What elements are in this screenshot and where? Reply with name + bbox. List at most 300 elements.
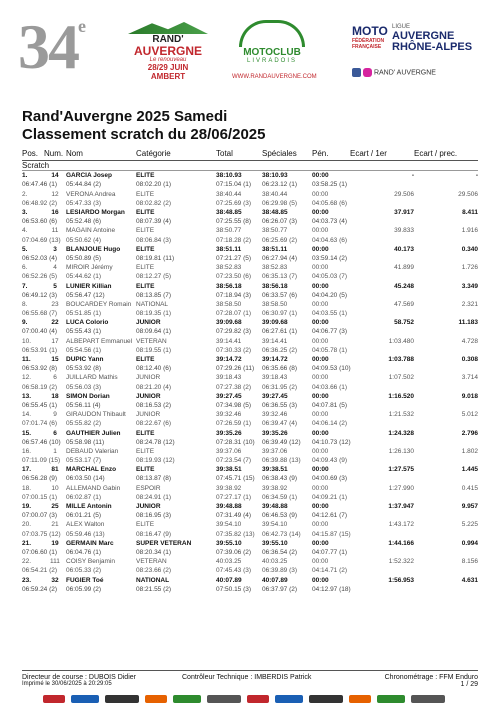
cell-pos: 11. [22,356,31,364]
cell-ep: 11.183 [458,319,478,327]
splits-row [22,474,478,483]
split-time: 05:47.33 (3) [66,199,102,207]
split-time: 06:42.73 (14) [262,530,301,538]
result-row [22,520,478,529]
result-row [22,190,478,199]
cell-name: FUGIER Toé [66,576,104,584]
cell-ep: 3.349 [461,282,478,290]
split-time: 06:26.07 (3) [262,218,298,226]
result-row [22,465,478,474]
split-time: 04:12.61 (7) [312,512,348,520]
cell-spec: 39:14.41 [262,337,288,345]
split-time: 06:23.12 (1) [262,181,298,189]
cell-name: DEBAUD Valerian [66,447,119,455]
cell-name: DUPIC Yann [66,356,104,364]
split-time: 08:09.64 (1) [136,328,172,336]
cell-cat: ELITE [136,245,155,253]
cell-pen: 00:00 [312,521,329,529]
cell-pen: 00:00 [312,227,329,235]
split-time: 06:35.66 (8) [262,365,298,373]
splits-row [22,401,478,410]
splits-row [22,585,478,594]
split-time: 07:35.82 (13) [216,530,255,538]
split-time: 06:59.24 (2) [22,585,58,593]
facebook-icon [352,68,361,77]
split-time: 07:15.04 (1) [216,181,252,189]
split-time: 06:57.46 (10) [22,438,61,446]
cell-e1: 45.248 [394,282,414,290]
cell-e1: 1:27.575 [388,466,414,474]
split-time: 08:16.95 (3) [136,512,172,520]
cell-name: BLANJOUE Hugo [66,245,121,253]
club-website: WWW.RANDAUVERGNE.COM [232,74,317,80]
split-time: 04:09.43 (9) [312,457,348,465]
cell-pen: 00:00 [312,337,329,345]
cell-cat: VETERAN [136,558,167,566]
splits-row [22,346,478,355]
cell-num: 6 [53,429,57,437]
split-time: 04:12.97 (18) [312,585,351,593]
split-time: 04:09.21 (1) [312,493,348,501]
col-total: Total [216,146,262,161]
result-row [22,300,478,309]
cell-e1: 1:03.480 [388,337,414,345]
split-time: 06:05.99 (2) [66,585,102,593]
cell-ep: 0.415 [461,484,478,492]
split-time: 08:06.84 (3) [136,236,172,244]
cell-ep: 8.411 [462,209,478,217]
sponsor-logo [377,695,405,703]
cell-ep: 5.012 [461,411,478,419]
split-time: 08:19.93 (12) [136,457,175,465]
cell-cat: ELITE [136,282,155,290]
cell-num: 5 [53,282,57,290]
cell-spec: 38:50.77 [262,227,288,235]
splits-row [22,493,478,502]
result-row [22,245,478,254]
cell-spec: 39:09.68 [262,319,288,327]
cell-ep: 4.728 [461,337,478,345]
split-time: 06:30.97 (1) [262,310,298,318]
cell-num: 6 [53,374,57,382]
split-time: 07:06.60 (1) [22,548,58,556]
split-time: 05:44.62 (1) [66,273,102,281]
cell-e1: 1:56.953 [388,576,414,584]
cell-spec: 38:51.11 [262,245,288,253]
cell-e1: 1:44.166 [388,539,414,547]
split-time: 05:58.98 (11) [66,438,105,446]
cell-name: LUCA Colorio [66,319,109,327]
cell-pen: 00:00 [312,374,329,382]
cell-cat: NATIONAL [136,300,169,308]
split-time: 07:00.07 (3) [22,512,58,520]
cell-e1: 1:52.322 [388,558,414,566]
split-time: 05:56.03 (3) [66,383,102,391]
split-time: 05:56.47 (12) [66,291,105,299]
cell-total: 39:54.10 [216,521,242,529]
cell-pen: 00:00 [312,484,329,492]
cell-spec: 39:55.10 [262,539,288,547]
split-time: 08:13.85 (7) [136,291,172,299]
cell-spec: 39:48.88 [262,503,288,511]
split-time: 07:29.26 (11) [216,365,255,373]
split-time: 04:05.03 (7) [312,273,348,281]
split-time: 04:06.77 (3) [312,328,348,336]
cell-name: MILLE Antonin [66,503,112,511]
cell-name: LUNIER Killian [66,282,112,290]
cell-name: VERONA Andrea [66,190,116,198]
split-time: 04:00.69 (3) [312,475,348,483]
col-penalty: Pén. [312,146,350,161]
cell-name: MAGAIN Antoine [66,227,116,235]
cell-ep: 8.156 [461,558,478,566]
cell-total: 39:38.92 [216,484,242,492]
cell-num: 3 [53,245,57,253]
cell-num: 16 [51,209,59,217]
result-row [22,373,478,382]
cell-spec: 39:32.46 [262,411,288,419]
cell-spec: 39:35.26 [262,429,288,437]
split-time: 06:58.19 (2) [22,383,58,391]
sponsor-logo [411,695,445,703]
cell-pen: 00:00 [312,245,329,253]
cell-name: BOUCARDEY Romain [66,300,132,308]
cell-ep: 3.714 [461,374,478,382]
split-time: 08:24.91 (1) [136,493,172,501]
split-time: 06:35.13 (7) [262,273,298,281]
result-row [22,263,478,272]
sponsor-logo [309,695,343,703]
split-time: 06:53.92 (8) [22,365,58,373]
cell-total: 40:07.89 [216,576,242,584]
cell-e1: 39.833 [394,227,414,235]
split-time: 07:39.06 (2) [216,548,252,556]
cell-total: 38:50.77 [216,227,242,235]
cell-name: GAUTHIER Julien [66,429,121,437]
split-time: 07:00.40 (4) [22,328,58,336]
split-time: 05:44.84 (2) [66,181,102,189]
cell-name: GIRAUDON Thibault [66,411,126,419]
cell-spec: 39:37.06 [262,447,288,455]
col-gap-first: Ecart / 1er [350,146,414,161]
split-time: 06:29.98 (5) [262,199,298,207]
club-arc-icon [239,20,305,47]
split-time: 04:03.55 (1) [312,310,348,318]
split-time: 06:39.47 (4) [262,420,298,428]
split-time: 04:09.53 (10) [312,365,351,373]
cell-ep: 2.321 [461,300,478,308]
cell-cat: ELITE [136,356,155,364]
cell-num: 9 [53,411,57,419]
cell-cat: JUNIOR [136,392,161,400]
splits-row [22,383,478,392]
split-time: 06:53.91 (1) [22,346,58,354]
split-time: 06:46.53 (9) [262,512,298,520]
split-time: 06:36.54 (2) [262,548,298,556]
cell-cat: ELITE [136,466,155,474]
cell-total: 39:35.26 [216,429,242,437]
split-time: 07:03.75 (12) [22,530,61,538]
split-time: 06:25.69 (2) [262,236,298,244]
split-time: 06:03.50 (14) [66,475,105,483]
split-time: 08:22.67 (6) [136,420,172,428]
sponsor-logo [105,695,139,703]
cell-pen: 00:00 [312,282,329,290]
cell-cat: ELITE [136,447,155,455]
cell-cat: JUNIOR [136,503,161,511]
splits-row [22,566,478,575]
cell-pen: 00:00 [312,558,329,566]
split-time: 05:59.46 (13) [66,530,105,538]
split-time: 05:53.17 (7) [66,457,102,465]
cell-total: 38:58.50 [216,300,242,308]
split-time: 07:28.07 (1) [216,310,252,318]
result-row [22,318,478,327]
splits-row [22,254,478,263]
cell-e1: - [411,172,414,180]
cell-cat: ELITE [136,227,155,235]
cell-cat: JUNIOR [136,411,161,419]
cell-total: 39:32.46 [216,411,242,419]
cell-total: 38:48.85 [216,209,242,217]
cell-pos: 2. [22,190,28,198]
split-time: 06:56.28 (9) [22,475,58,483]
split-time: 08:19.81 (11) [136,254,175,262]
cell-ep: 0.340 [461,245,478,253]
cell-num: 10 [51,484,59,492]
cell-pen: 00:00 [312,576,329,584]
cell-name: ALEX Walton [66,521,105,529]
cell-num: 32 [51,576,59,584]
split-time: 06:27.61 (1) [262,328,298,336]
cell-num: 81 [51,466,59,474]
split-time: 08:24.78 (12) [136,438,175,446]
sponsor-logo [43,695,65,703]
cell-pen: 00:00 [312,190,329,198]
cell-ep: 5.225 [461,521,478,529]
col-category: Catégorie [136,146,216,161]
cell-pos: 10. [22,337,32,345]
split-time: 03:59.14 (2) [312,254,348,262]
cell-pen: 00:00 [312,411,329,419]
cell-e1: 40.173 [394,245,414,253]
split-time: 06:04.76 (1) [66,548,102,556]
split-time: 07:18.94 (3) [216,291,252,299]
split-time: 06:27.94 (4) [262,254,298,262]
cell-pen: 00:00 [312,429,329,437]
cell-cat: ELITE [136,172,155,180]
cell-pos: 14. [22,411,32,419]
cell-ep: 2.796 [461,429,478,437]
split-time: 05:50.89 (5) [66,254,102,262]
cell-spec: 39:27.45 [262,392,288,400]
cell-num: 25 [51,503,59,511]
cell-cat: JUNIOR [136,319,161,327]
cell-num: 1 [53,447,57,455]
split-time: 06:31.95 (2) [262,383,298,391]
cell-spec: 38:40.44 [262,190,288,198]
cell-total: 39:14.41 [216,337,242,345]
split-time: 06:34.59 (1) [262,493,298,501]
split-time: 04:15.87 (15) [312,530,351,538]
split-time: 06:52.03 (4) [22,254,58,262]
split-time: 07:23.54 (7) [216,457,252,465]
cell-pos: 20. [22,521,32,529]
split-time: 04:07.81 (5) [312,401,348,409]
cell-num: 14 [51,172,59,180]
cell-ep: 1.726 [461,264,478,272]
split-time: 08:16.47 (9) [136,530,172,538]
split-time: 05:53.92 (8) [66,365,102,373]
split-time: 07:04.69 (13) [22,236,61,244]
split-time: 05:56.11 (4) [66,401,101,409]
split-time: 06:38.43 (9) [262,475,298,483]
split-time: 05:52.48 (6) [66,218,102,226]
splits-row [22,438,478,447]
split-time: 08:13.87 (8) [136,475,172,483]
result-row [22,208,478,217]
split-time: 08:16.53 (2) [136,401,172,409]
cell-name: GERMAIN Marc [66,539,114,547]
split-time: 07:29.82 (3) [216,328,252,336]
split-time: 06:53.60 (6) [22,218,58,226]
cell-total: 38:40.44 [216,190,242,198]
cell-total: 39:37.06 [216,447,242,455]
split-time: 07:31.49 (4) [216,512,252,520]
split-time: 07:21.27 (5) [216,254,252,262]
page-subtitle: Classement scratch du 28/06/2025 [22,126,266,143]
split-time: 07:25.69 (3) [216,199,252,207]
split-time: 03:58.25 (1) [312,181,348,189]
page-header [0,0,500,95]
cell-pen: 00:00 [312,503,329,511]
split-time: 08:19.35 (1) [136,310,172,318]
cell-e1: 1:24.328 [388,429,414,437]
split-time: 08:02.20 (1) [136,181,172,189]
split-time: 07:27.17 (1) [216,493,252,501]
splits-row [22,291,478,300]
cell-total: 38:10.93 [216,172,242,180]
split-time: 07:45.71 (15) [216,475,255,483]
split-time: 08:20.34 (1) [136,548,172,556]
cell-cat: ELITE [136,209,155,217]
cell-e1: 1:26.130 [388,447,414,455]
split-time: 07:18.28 (2) [216,236,252,244]
cell-pos: 16. [22,447,32,455]
cell-ep: 29.506 [458,190,478,198]
cell-pen: 00:00 [312,300,329,308]
edition-number: 34e [18,11,84,82]
sponsor-logo [247,695,269,703]
cell-pen: 00:00 [312,466,329,474]
split-time: 08:21.20 (4) [136,383,172,391]
col-gap-prev: Ecart / prec. [414,146,478,161]
result-row [22,392,478,401]
cell-pos: 21. [22,539,32,547]
split-time: 05:51.85 (1) [66,310,102,318]
cell-num: 19 [51,539,59,547]
cell-cat: JUNIOR [136,374,161,382]
cell-pos: 4. [22,227,28,235]
cell-cat: SUPER VETERAN [136,539,192,547]
splits-row [22,309,478,318]
result-row [22,539,478,548]
cell-pen: 00:00 [312,172,329,180]
cell-pen: 00:00 [312,539,329,547]
cell-ep: 0.994 [461,539,478,547]
cell-num: 4 [53,264,57,272]
cell-ep: 1.802 [461,447,478,455]
split-time: 04:03.66 (1) [312,383,348,391]
split-time: 07:28.31 (10) [216,438,255,446]
cell-e1: 1:43.172 [388,521,414,529]
cell-e1: 1:07.502 [388,374,414,382]
col-num: Num. [44,146,66,161]
mountain-icon [128,22,208,34]
cell-pos: 17. [22,466,32,474]
split-time: 04:05.78 (1) [312,346,348,354]
splits-row [22,530,478,539]
cell-pos: 9. [22,319,28,327]
cell-e1: 47.569 [394,300,414,308]
cell-name: COISY Benjamin [66,558,116,566]
cell-e1: 1:37.947 [388,503,414,511]
split-time: 04:14.71 (2) [312,567,348,575]
cell-pos: 7. [22,282,28,290]
cell-pos: 8. [22,300,28,308]
split-time: 08:23.66 (2) [136,567,172,575]
split-time: 06:47.46 (1) [22,181,58,189]
split-time: 08:19.55 (1) [136,346,172,354]
cell-pos: 1. [22,172,28,180]
split-time: 06:39.49 (12) [262,438,301,446]
results-table [22,146,478,594]
cell-spec: 38:52.83 [262,264,288,272]
split-time: 07:26.59 (1) [216,420,252,428]
split-time: 05:54.56 (1) [66,346,102,354]
sponsor-logo [71,695,99,703]
split-time: 06:52.26 (5) [22,273,58,281]
split-time: 07:23.50 (6) [216,273,252,281]
cell-ep: 1.916 [461,227,478,235]
instagram-icon [363,68,372,77]
footer [22,670,478,681]
splits-row [22,419,478,428]
splits-row [22,180,478,189]
split-time: 04:10.73 (12) [312,438,351,446]
result-row [22,447,478,456]
cell-spec: 39:38.92 [262,484,288,492]
cell-cat: ELITE [136,521,155,529]
cell-total: 38:52.83 [216,264,242,272]
race-director: Directeur de course : DUBOIS Didier [22,674,136,681]
split-time: 08:12.27 (5) [136,273,172,281]
cell-total: 39:48.88 [216,503,242,511]
cell-spec: 38:58.50 [262,300,288,308]
splits-row [22,327,478,336]
cell-spec: 39:18.43 [262,374,288,382]
cell-pos: 5. [22,245,28,253]
cell-cat: ELITE [136,190,155,198]
cell-pos: 12. [22,374,32,382]
cell-num: 18 [51,392,59,400]
cell-spec: 40:03.25 [262,558,288,566]
cell-name: LESIARDO Morgan [66,209,125,217]
cell-pen: 00:00 [312,319,329,327]
split-time: 08:02.82 (2) [136,199,172,207]
split-time: 06:39.89 (3) [262,567,298,575]
result-row [22,428,478,437]
